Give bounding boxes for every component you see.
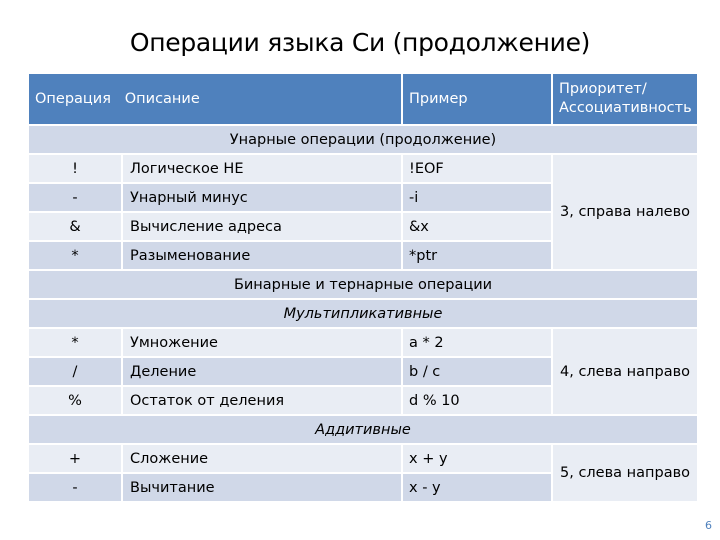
subsection-header-row bbox=[28, 415, 698, 444]
cell-operation: - bbox=[28, 183, 122, 212]
section-title: Унарные операции (продолжение) bbox=[28, 125, 698, 154]
cell-description: Умножение bbox=[122, 328, 402, 357]
cell-example: a * 2 bbox=[402, 328, 552, 357]
subsection-header-row bbox=[28, 299, 698, 328]
header-priority bbox=[552, 73, 698, 125]
table-header-row bbox=[28, 73, 698, 125]
cell-example: x + y bbox=[402, 444, 552, 473]
subsection-title: Аддитивные bbox=[28, 415, 698, 444]
header-priority-line1: Приоритет/ bbox=[559, 81, 647, 97]
subsection-title: Мультипликативные bbox=[28, 299, 698, 328]
cell-operation: + bbox=[28, 444, 122, 473]
cell-example: *ptr bbox=[402, 241, 552, 270]
cell-description: Унарный минус bbox=[122, 183, 402, 212]
cell-operation: * bbox=[28, 241, 122, 270]
cell-description: Логическое НЕ bbox=[122, 154, 402, 183]
header-priority-line2: Ассоциативность bbox=[559, 100, 692, 116]
section-title: Бинарные и тернарные операции bbox=[28, 270, 698, 299]
slide-title: Операции языка Си (продолжение) bbox=[129, 28, 591, 57]
cell-description: Остаток от деления bbox=[122, 386, 402, 415]
operations-table bbox=[27, 72, 699, 503]
header-example: Пример bbox=[402, 73, 552, 125]
table-row bbox=[28, 154, 698, 183]
section-header-row bbox=[28, 270, 698, 299]
header-operation: Операция bbox=[35, 91, 111, 107]
cell-description: Разыменование bbox=[122, 241, 402, 270]
header-description: Описание bbox=[124, 91, 200, 107]
cell-operation: - bbox=[28, 473, 122, 502]
section-header-row bbox=[28, 125, 698, 154]
table-row bbox=[28, 444, 698, 473]
cell-operation: * bbox=[28, 328, 122, 357]
cell-description: Вычисление адреса bbox=[122, 212, 402, 241]
table-row bbox=[28, 328, 698, 357]
cell-priority: 4, слева направо bbox=[552, 328, 698, 415]
cell-example: d % 10 bbox=[402, 386, 552, 415]
cell-description: Деление bbox=[122, 357, 402, 386]
cell-operation: % bbox=[28, 386, 122, 415]
cell-description: Вычитание bbox=[122, 473, 402, 502]
cell-operation: & bbox=[28, 212, 122, 241]
cell-operation: / bbox=[28, 357, 122, 386]
page-number: 6 bbox=[705, 519, 712, 532]
cell-example: &x bbox=[402, 212, 552, 241]
cell-operation: ! bbox=[28, 154, 122, 183]
cell-description: Сложение bbox=[122, 444, 402, 473]
cell-example: !EOF bbox=[402, 154, 552, 183]
cell-example: -i bbox=[402, 183, 552, 212]
cell-example: b / c bbox=[402, 357, 552, 386]
cell-priority: 5, слева направо bbox=[552, 444, 698, 502]
cell-priority: 3, справа налево bbox=[552, 154, 698, 270]
header-op-desc-cell bbox=[28, 73, 402, 125]
cell-example: x - y bbox=[402, 473, 552, 502]
